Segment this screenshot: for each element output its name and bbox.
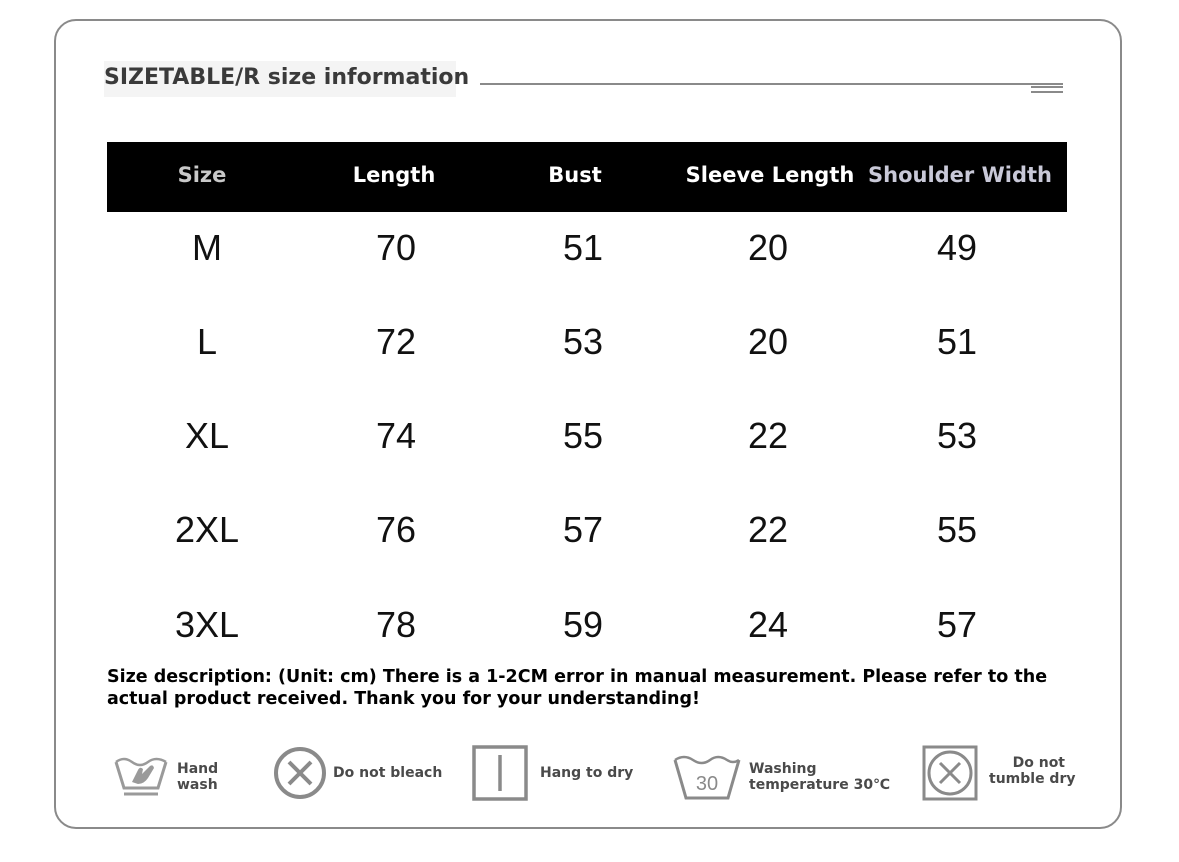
table-row [107,595,1067,655]
column-header-bust: Bust [548,163,602,187]
cell-bust: 55 [562,415,604,456]
cell-shoulder-width: 57 [936,604,978,645]
cell-shoulder-width: 53 [936,415,978,456]
cell-sleeve-length: 20 [747,227,789,268]
cell-size: 2XL [174,509,240,550]
size-description: Size description: (Unit: cm) There is a 1-2CM error in manual measurement. Please refer to the actual product received. Thank you for your understanding! [107,667,1048,709]
cell-bust: 53 [562,321,604,362]
care-label-do-not-tumble-dry: Do not tumble dry [989,755,1076,787]
cell-shoulder-width: 49 [936,227,978,268]
care-label-washing-temperature: Washing temperature 30℃ [749,761,891,793]
do-not-tumble-dry-icon [922,745,978,801]
cell-sleeve-length: 22 [747,509,789,550]
table-row [107,218,1067,278]
care-label-hang-to-dry: Hang to dry [540,765,634,781]
table-row [107,312,1067,372]
cell-sleeve-length: 22 [747,415,789,456]
cell-length: 72 [375,321,417,362]
column-header-sleeve-length: Sleeve Length [685,163,855,187]
washing-temperature-mark: 30 [695,773,719,795]
table-header [107,142,1067,212]
column-header-size: Size [177,163,227,187]
cell-bust: 59 [562,604,604,645]
menu-lines-icon [1031,86,1063,98]
cell-sleeve-length: 24 [747,604,789,645]
cell-sleeve-length: 20 [747,321,789,362]
cell-size: M [192,227,222,268]
header-divider [480,83,1063,85]
cell-bust: 57 [562,509,604,550]
column-header-length: Length [352,163,436,187]
hang-to-dry-icon [472,745,528,801]
cell-length: 76 [375,509,417,550]
hand-wash-icon [112,748,170,800]
washing-30-icon [672,752,742,802]
table-row [107,500,1067,560]
do-not-bleach-icon [273,746,327,800]
cell-size: XL [184,415,230,456]
cell-length: 74 [375,415,417,456]
cell-bust: 51 [562,227,604,268]
page-title: SIZETABLE/R size information [104,61,456,97]
cell-size: L [196,321,218,362]
cell-length: 78 [375,604,417,645]
column-header-shoulder-width: Shoulder Width [868,163,1052,187]
table-row [107,406,1067,466]
cell-shoulder-width: 55 [936,509,978,550]
cell-size: 3XL [174,604,240,645]
cell-shoulder-width: 51 [936,321,978,362]
care-label-hand-wash: Hand wash [177,761,219,793]
care-label-do-not-bleach: Do not bleach [333,765,443,781]
cell-length: 70 [375,227,417,268]
